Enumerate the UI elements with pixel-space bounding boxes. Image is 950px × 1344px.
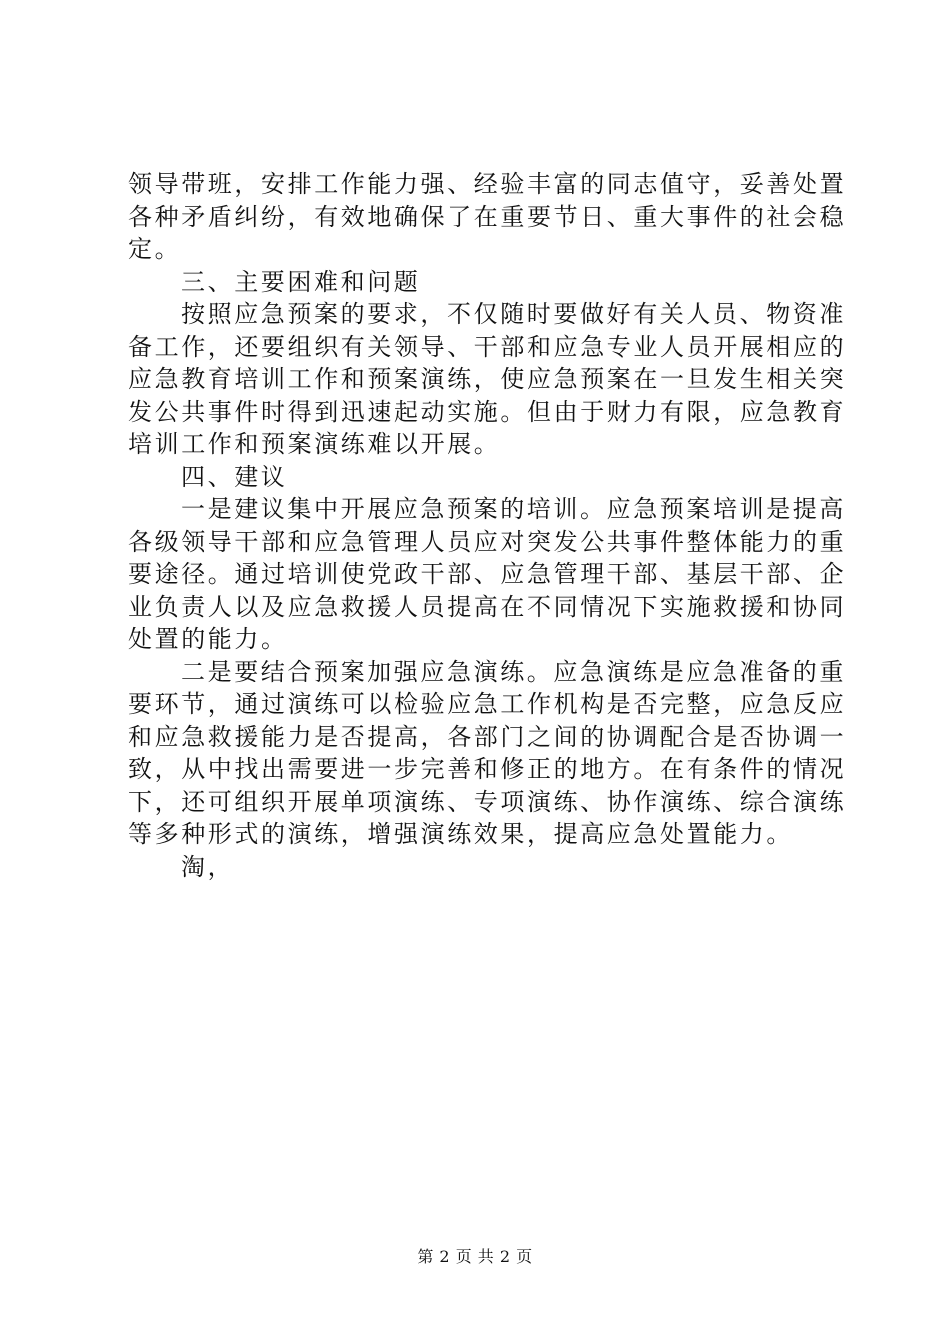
body-line: 要环节，通过演练可以检验应急工作机构是否完整，应急反应 xyxy=(128,690,847,718)
paragraph-first-line: 一是建议集中开展应急预案的培训。应急预案培训是提高 xyxy=(181,495,846,523)
body-line: 下，还可组织开展单项演练、专项演练、协作演练、综合演练 xyxy=(128,787,847,816)
section-heading: 三、主要困难和问题 xyxy=(181,267,421,296)
body-line: 发公共事件时得到迅速起动实施。但由于财力有限，应急教育 xyxy=(128,397,847,426)
body-line: 和应急救援能力是否提高，各部门之间的协调配合是否协调一 xyxy=(128,722,847,751)
body-line: 业负责人以及应急救援人员提高在不同情况下实施救援和协同 xyxy=(128,592,847,621)
body-line: 定。 xyxy=(128,235,182,263)
body-line: 各级领导干部和应急管理人员应对突发公共事件整体能力的重 xyxy=(128,527,847,556)
document-body xyxy=(128,168,847,883)
section-heading: 四、建议 xyxy=(181,462,288,491)
body-line: 致，从中找出需要进一步完善和修正的地方。在有条件的情况 xyxy=(128,755,847,783)
paragraph-first-line: 按照应急预案的要求，不仅随时要做好有关人员、物资准 xyxy=(181,300,846,328)
body-line: 培训工作和预案演练难以开展。 xyxy=(128,430,501,458)
body-line: 等多种形式的演练，增强演练效果，提高应急处置能力。 xyxy=(128,820,793,848)
body-line: 要途径。通过培训使党政干部、应急管理干部、基层干部、企 xyxy=(128,560,847,588)
body-line: 备工作，还要组织有关领导、干部和应急专业人员开展相应的 xyxy=(128,332,847,361)
body-line: 各种矛盾纠纷，有效地确保了在重要节日、重大事件的社会稳 xyxy=(128,202,847,231)
page-number-footer: 第 2 页 共 2 页 xyxy=(417,1247,533,1266)
paragraph-first-line: 淘， xyxy=(181,852,235,881)
paragraph-first-line: 二是要结合预案加强应急演练。应急演练是应急准备的重 xyxy=(181,657,846,686)
body-line: 领导带班，安排工作能力强、经验丰富的同志值守，妥善处置 xyxy=(128,170,847,198)
body-line: 应急教育培训工作和预案演练，使应急预案在一旦发生相关突 xyxy=(128,365,847,393)
body-line: 处置的能力。 xyxy=(128,625,288,653)
